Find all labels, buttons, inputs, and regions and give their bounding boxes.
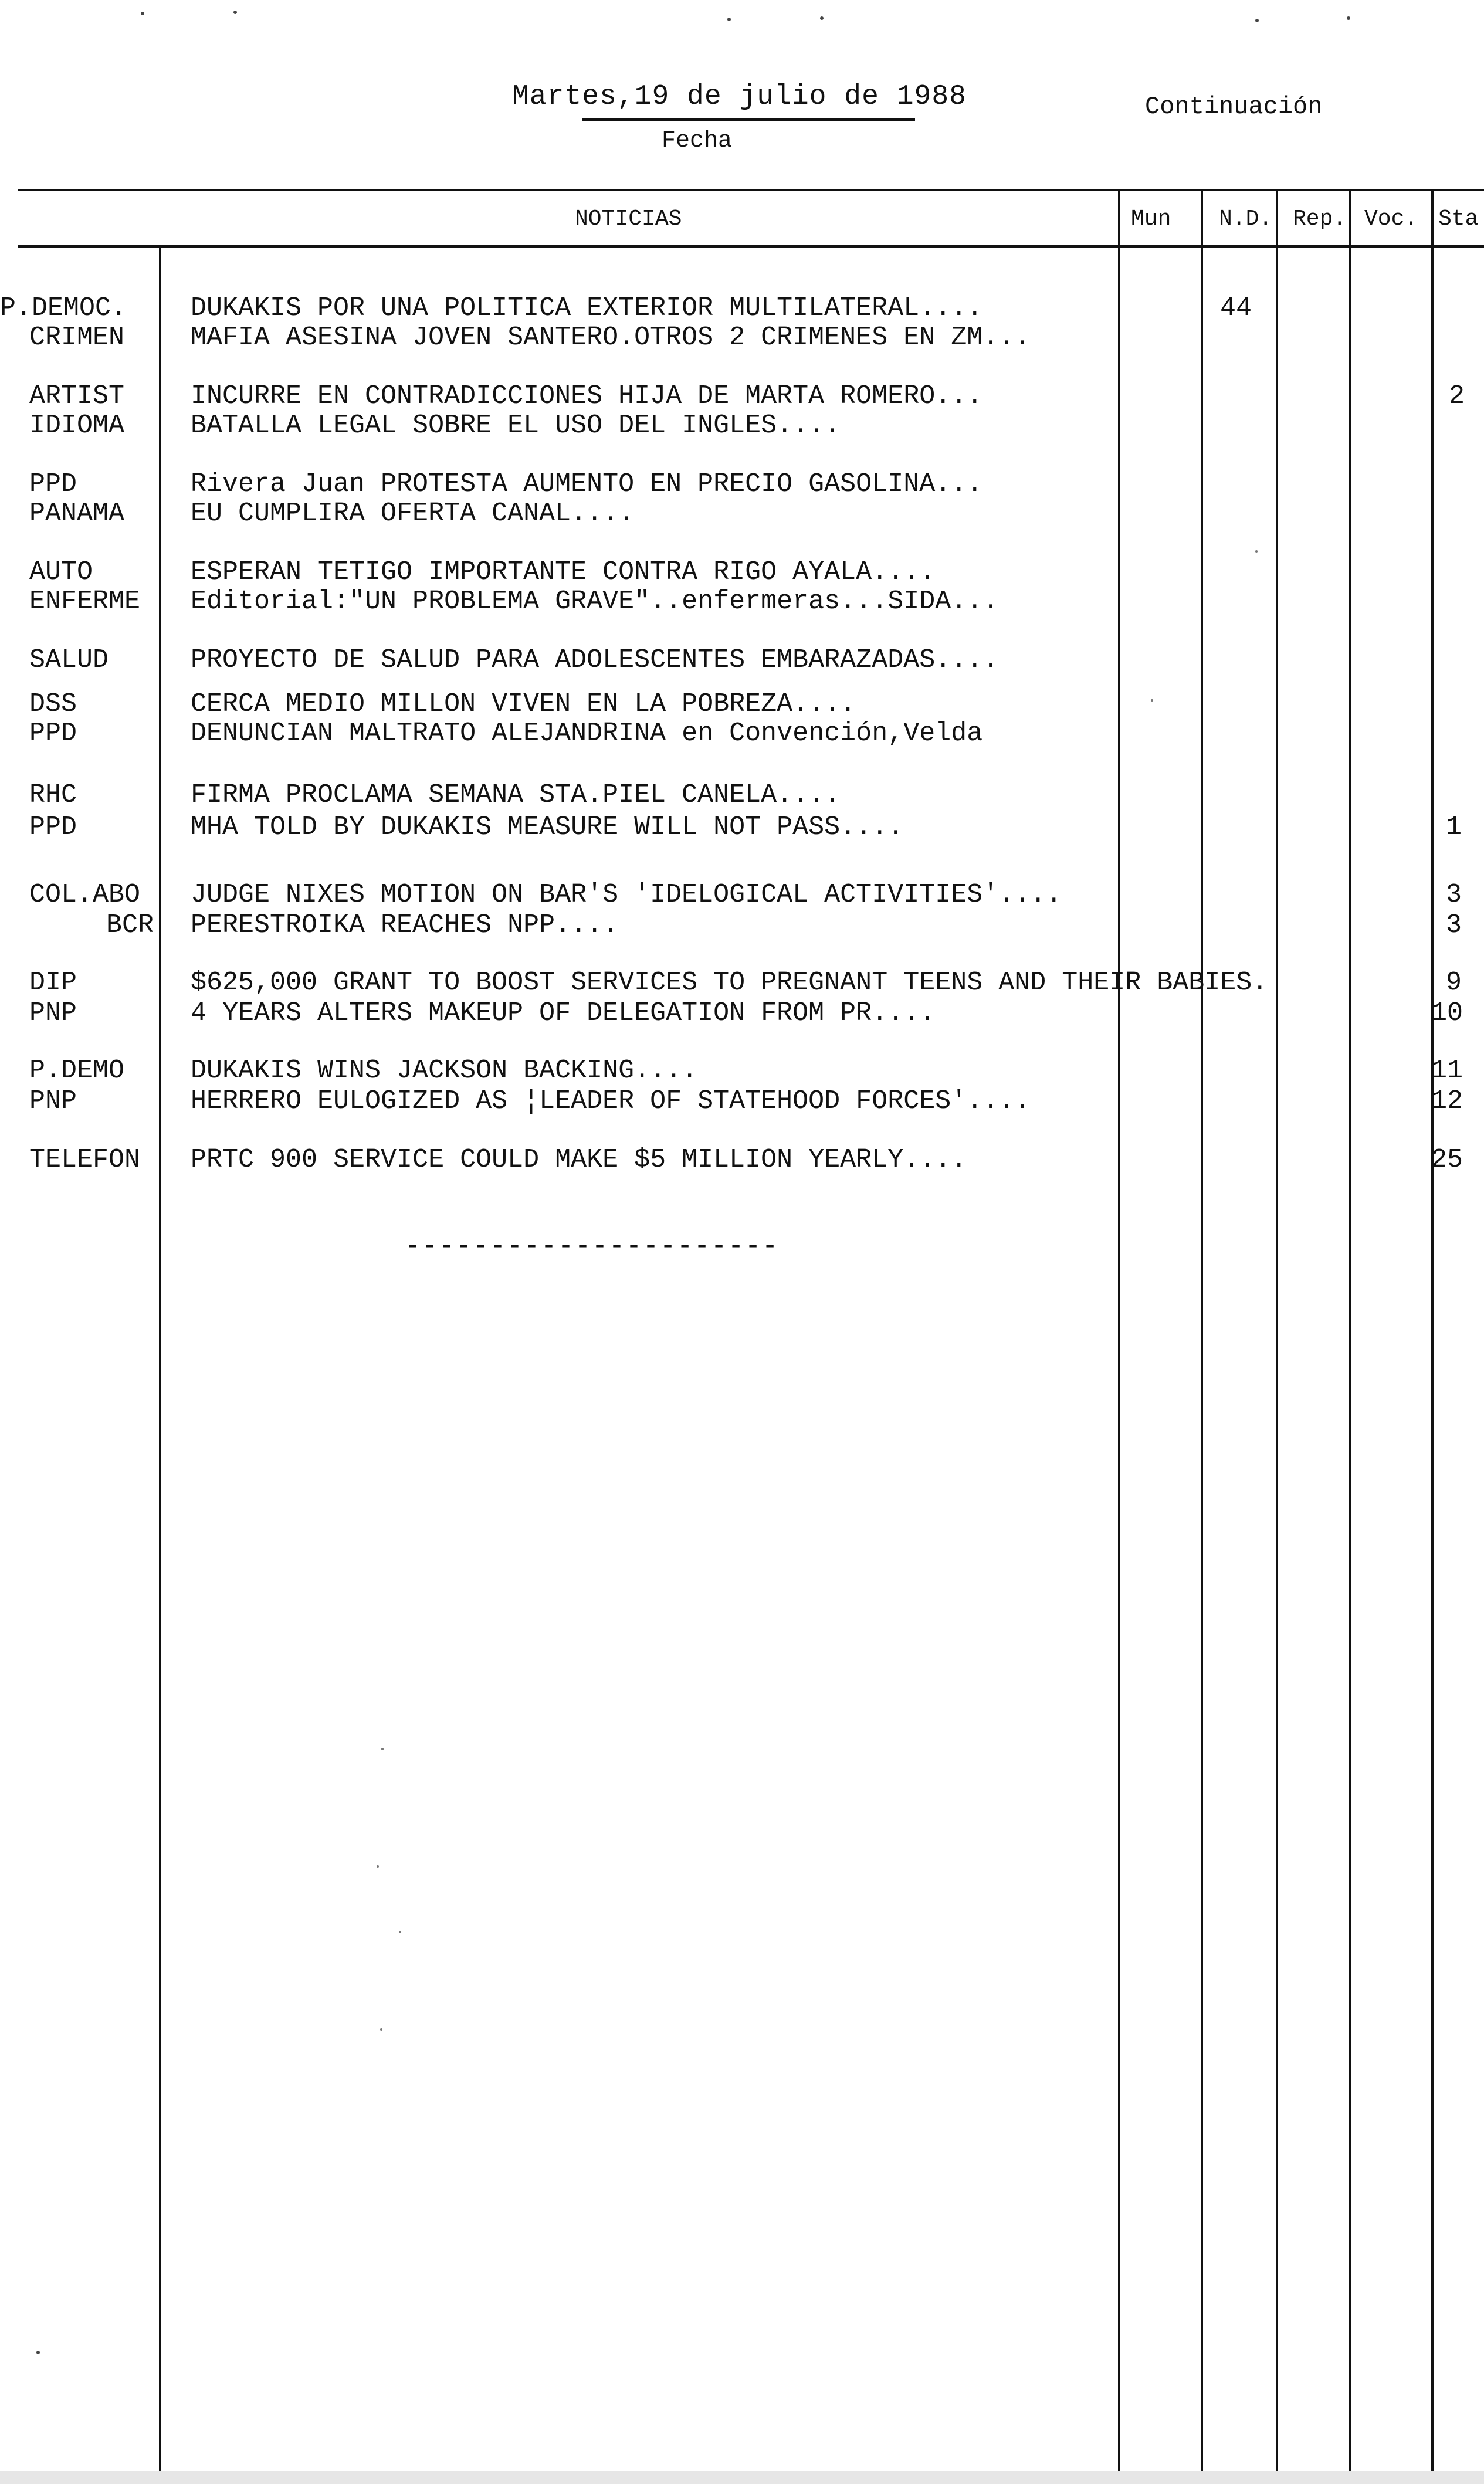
row-title: FIRMA PROCLAMA SEMANA STA.PIEL CANELA.... [191,780,841,810]
date-label: Fecha [662,128,733,154]
end-of-list-rule: ---------------------- [405,1232,780,1262]
row-category: COL.ABO [29,880,141,910]
scan-mark [233,11,237,14]
column-divider-category [159,246,161,2484]
row-category: ARTIST [29,381,125,411]
scan-speck [381,1748,384,1750]
row-title: INCURRE EN CONTRADICCIONES HIJA DE MARTA ROMERO... [191,381,983,411]
row-category: PPD [29,719,77,748]
row-category: BCR [106,910,154,940]
row-title: ESPERAN TETIGO IMPORTANTE CONTRA RIGO AYALA.... [191,557,936,587]
row-category: P.DEMOC. [0,293,127,323]
row-category: P.DEMO [29,1056,125,1086]
row-title: CERCA MEDIO MILLON VIVEN EN LA POBREZA.... [191,689,856,719]
row-title: $625,000 GRANT TO BOOST SERVICES TO PREGNANT TEENS AND THEIR BABIES. [191,968,1268,998]
row-category: PNP [29,998,77,1028]
row-sta: 2 [1449,381,1465,411]
scan-mark [727,18,731,21]
row-title: PRTC 900 SERVICE COULD MAKE $5 MILLION YEARLY.... [191,1145,967,1175]
table-header-rule [18,245,1484,248]
row-category: ENFERME [29,587,141,616]
row-category: AUTO [29,557,93,587]
row-category: DIP [29,968,77,998]
row-category: PNP [29,1086,77,1116]
row-sta: 9 [1446,968,1462,998]
column-divider-mun [1201,189,1203,2484]
row-title: MHA TOLD BY DUKAKIS MEASURE WILL NOT PASS.... [191,812,904,842]
row-title: DUKAKIS WINS JACKSON BACKING.... [191,1056,698,1086]
row-category: PANAMA [29,499,125,528]
row-title: DENUNCIAN MALTRATO ALEJANDRINA en Convención,Velda [191,719,983,748]
row-title: Rivera Juan PROTESTA AUMENTO EN PRECIO GASOLINA... [191,469,983,499]
row-category: CRIMEN [29,323,125,353]
row-category: PPD [29,469,77,499]
row-sta: 1 [1446,812,1462,842]
continuation-label: Continuación [1145,93,1323,121]
row-category: TELEFON [29,1145,141,1175]
row-title: HERRERO EULOGIZED AS ¦LEADER OF STATEHOOD FORCES'.... [191,1086,1031,1116]
scan-speck [1151,699,1153,702]
row-title: 4 YEARS ALTERS MAKEUP OF DELEGATION FROM PR.... [191,998,936,1028]
row-title: MAFIA ASESINA JOVEN SANTERO.OTROS 2 CRIMENES EN ZM... [191,323,1031,353]
row-title: PERESTROIKA REACHES NPP.... [191,910,619,940]
row-sta: 3 [1446,910,1462,940]
row-category: SALUD [29,645,109,675]
column-divider-voc [1431,189,1434,2484]
row-title: Editorial:"UN PROBLEMA GRAVE"..enfermeras...SIDA... [191,587,999,616]
row-title: BATALLA LEGAL SOBRE EL USO DEL INGLES.... [191,411,841,440]
column-header-nd: N.D. [1219,206,1273,232]
document-date: Martes,19 de julio de 1988 [512,81,967,113]
date-underline [582,118,915,121]
scan-mark [1347,16,1350,20]
row-title: JUDGE NIXES MOTION ON BAR'S 'IDELOGICAL ACTIVITIES'.... [191,880,1062,910]
scan-mark [36,2351,40,2354]
scan-speck [380,2028,382,2031]
column-header-sta: Sta [1438,206,1479,232]
row-nd: 44 [1220,293,1252,323]
row-category: DSS [29,689,77,719]
row-title: DUKAKIS POR UNA POLITICA EXTERIOR MULTILATERAL.... [191,293,983,323]
column-divider-noticias [1118,189,1120,2484]
scan-speck [377,1865,379,1868]
row-sta: 11 [1431,1056,1463,1086]
column-header-rep: Rep. [1293,206,1347,232]
scan-speck [1255,550,1258,553]
scan-mark [1255,19,1259,22]
row-title: EU CUMPLIRA OFERTA CANAL.... [191,499,635,528]
column-divider-nd [1276,189,1278,2484]
row-sta: 12 [1431,1086,1463,1116]
row-title: PROYECTO DE SALUD PARA ADOLESCENTES EMBARAZADAS.... [191,645,999,675]
scan-mark [141,12,144,15]
column-divider-rep [1349,189,1351,2484]
column-header-noticias: NOTICIAS [575,206,682,232]
row-category: PPD [29,812,77,842]
table-top-rule [18,189,1484,191]
row-category: IDIOMA [29,411,125,440]
row-sta: 10 [1431,998,1463,1028]
scan-speck [399,1931,401,1933]
scan-edge [0,2471,1484,2484]
column-header-mun: Mun [1131,206,1171,232]
row-sta: 25 [1431,1145,1463,1175]
scan-mark [820,16,824,20]
column-header-voc: Voc. [1364,206,1418,232]
row-category: RHC [29,780,77,810]
row-sta: 3 [1446,880,1462,910]
